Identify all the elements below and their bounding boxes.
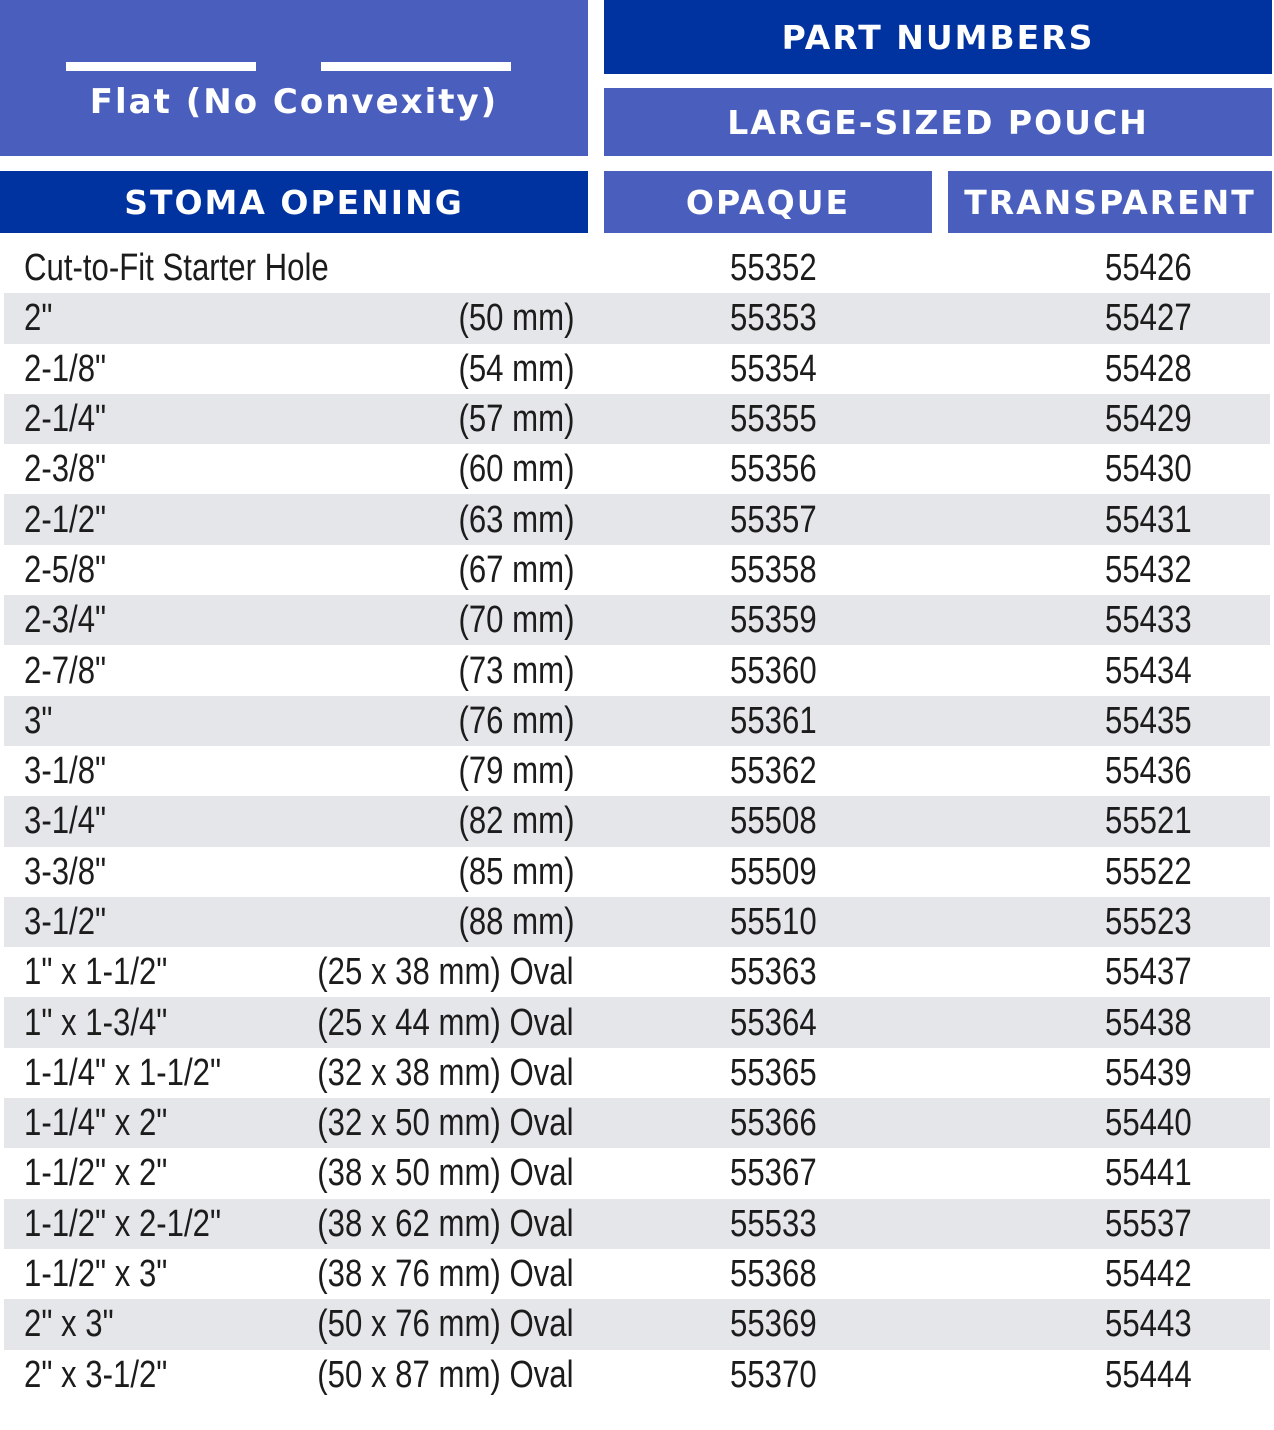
table-row: [4, 847, 1270, 897]
stoma-size-cell: 1-1/4" x 2": [24, 1102, 168, 1145]
transparent-part-number-cell: 55522: [1105, 850, 1192, 893]
stoma-opening-header: STOMA OPENING: [0, 171, 588, 233]
transparent-part-number-cell: 55443: [1105, 1303, 1192, 1346]
table-row: [4, 394, 1270, 444]
opaque-part-number-cell: 55366: [730, 1102, 817, 1145]
opaque-part-number-cell: 55362: [730, 750, 817, 793]
metric-size-cell: (50 x 76 mm) Oval: [317, 1303, 574, 1346]
transparent-part-number-cell: 55426: [1105, 247, 1192, 290]
table-row: [4, 293, 1270, 343]
metric-size-cell: (60 mm): [458, 448, 574, 491]
transparent-part-number-cell: 55444: [1105, 1353, 1192, 1396]
metric-size-cell: (67 mm): [458, 548, 574, 591]
table-row: [4, 1350, 1270, 1400]
large-pouch-header: LARGE-SIZED POUCH: [604, 88, 1272, 156]
table-row: [4, 1199, 1270, 1249]
part-number-table: [4, 243, 1270, 1400]
stoma-size-cell: 1-1/2" x 2": [24, 1152, 168, 1195]
stoma-size-cell: 2" x 3-1/2": [24, 1353, 168, 1396]
metric-size-cell: (38 x 76 mm) Oval: [317, 1253, 574, 1296]
table-row: [4, 645, 1270, 695]
metric-size-cell: (57 mm): [458, 398, 574, 441]
table-row: [4, 545, 1270, 595]
transparent-part-number-cell: 55430: [1105, 448, 1192, 491]
transparent-part-number-cell: 55439: [1105, 1051, 1192, 1094]
stoma-size-cell: 3-1/8": [24, 750, 107, 793]
opaque-part-number-cell: 55356: [730, 448, 817, 491]
transparent-part-number-cell: 55428: [1105, 347, 1192, 390]
metric-size-cell: (63 mm): [458, 498, 574, 541]
table-row: [4, 1299, 1270, 1349]
transparent-part-number-cell: 55427: [1105, 297, 1192, 340]
transparent-part-number-cell: 55442: [1105, 1253, 1192, 1296]
opaque-part-number-cell: 55358: [730, 548, 817, 591]
stoma-size-cell: 2": [24, 297, 53, 340]
opaque-part-number-cell: 55354: [730, 347, 817, 390]
transparent-part-number-cell: 55441: [1105, 1152, 1192, 1195]
transparent-part-number-cell: 55434: [1105, 649, 1192, 692]
decorative-rule-right: [321, 62, 511, 71]
table-row: [4, 494, 1270, 544]
part-numbers-header: PART NUMBERS: [604, 0, 1272, 74]
metric-size-cell: (76 mm): [458, 699, 574, 742]
stoma-size-cell: 2-1/2": [24, 498, 107, 541]
stoma-size-cell: 3-1/2": [24, 901, 107, 943]
opaque-part-number-cell: 55369: [730, 1303, 817, 1346]
transparent-part-number-cell: 55521: [1105, 800, 1192, 843]
transparent-part-number-cell: 55431: [1105, 498, 1192, 541]
table-row: [4, 1048, 1270, 1098]
metric-size-cell: (50 x 87 mm) Oval: [317, 1353, 574, 1396]
stoma-size-cell: 2-7/8": [24, 649, 107, 692]
metric-size-cell: (25 x 38 mm) Oval: [317, 951, 574, 994]
opaque-part-number-cell: 55367: [730, 1152, 817, 1195]
stoma-size-cell: Cut-to-Fit Starter Hole: [24, 247, 329, 290]
flat-label: Flat (No Convexity): [89, 82, 499, 122]
opaque-part-number-cell: 55359: [730, 599, 817, 642]
opaque-part-number-cell: 55364: [730, 1001, 817, 1044]
opaque-part-number-cell: 55533: [730, 1202, 817, 1245]
metric-size-cell: (32 x 50 mm) Oval: [317, 1102, 574, 1145]
stoma-size-cell: 2" x 3": [24, 1303, 114, 1346]
table-row: [4, 243, 1270, 293]
metric-size-cell: (38 x 62 mm) Oval: [317, 1202, 574, 1245]
opaque-part-number-cell: 55361: [730, 699, 817, 742]
stoma-size-cell: 2-3/8": [24, 448, 107, 491]
metric-size-cell: (79 mm): [458, 750, 574, 793]
metric-size-cell: (25 x 44 mm) Oval: [317, 1001, 574, 1044]
stoma-size-cell: 1" x 1-3/4": [24, 1001, 168, 1044]
opaque-part-number-cell: 55368: [730, 1253, 817, 1296]
opaque-part-number-cell: 55509: [730, 850, 817, 893]
table-row: [4, 947, 1270, 997]
transparent-part-number-cell: 55523: [1105, 901, 1192, 943]
decorative-rule-left: [66, 62, 256, 71]
stoma-size-cell: 2-1/4": [24, 398, 107, 441]
table-row: [4, 696, 1270, 746]
stoma-size-cell: 3-3/8": [24, 850, 107, 893]
opaque-part-number-cell: 55370: [730, 1353, 817, 1396]
transparent-column-header: TRANSPARENT: [948, 171, 1272, 233]
opaque-part-number-cell: 55508: [730, 800, 817, 843]
opaque-column-header: OPAQUE: [604, 171, 932, 233]
transparent-part-number-cell: 55537: [1105, 1202, 1192, 1245]
opaque-part-number-cell: 55357: [730, 498, 817, 541]
stoma-size-cell: 2-1/8": [24, 347, 107, 390]
table-row: [4, 746, 1270, 796]
stoma-size-cell: 3": [24, 699, 53, 742]
metric-size-cell: (38 x 50 mm) Oval: [317, 1152, 574, 1195]
opaque-part-number-cell: 55360: [730, 649, 817, 692]
opaque-part-number-cell: 55355: [730, 398, 817, 441]
transparent-part-number-cell: 55435: [1105, 699, 1192, 742]
transparent-part-number-cell: 55438: [1105, 1001, 1192, 1044]
transparent-part-number-cell: 55436: [1105, 750, 1192, 793]
opaque-part-number-cell: 55353: [730, 297, 817, 340]
transparent-part-number-cell: 55437: [1105, 951, 1192, 994]
metric-size-cell: (82 mm): [458, 800, 574, 843]
opaque-part-number-cell: 55352: [730, 247, 817, 290]
opaque-part-number-cell: 55365: [730, 1051, 817, 1094]
metric-size-cell: (85 mm): [458, 850, 574, 893]
table-row: [4, 796, 1270, 846]
metric-size-cell: (88 mm): [458, 901, 574, 943]
stoma-size-cell: 1" x 1-1/2": [24, 951, 168, 994]
table-row: [4, 1249, 1270, 1299]
transparent-part-number-cell: 55429: [1105, 398, 1192, 441]
metric-size-cell: (54 mm): [458, 347, 574, 390]
table-row: [4, 1148, 1270, 1198]
metric-size-cell: (50 mm): [458, 297, 574, 340]
stoma-size-cell: 1-1/4" x 1-1/2": [24, 1051, 222, 1094]
transparent-part-number-cell: 55440: [1105, 1102, 1192, 1145]
metric-size-cell: (32 x 38 mm) Oval: [317, 1051, 574, 1094]
transparent-part-number-cell: 55433: [1105, 599, 1192, 642]
opaque-part-number-cell: 55510: [730, 901, 817, 943]
stoma-size-cell: 1-1/2" x 2-1/2": [24, 1202, 222, 1245]
transparent-part-number-cell: 55432: [1105, 548, 1192, 591]
table-row: [4, 595, 1270, 645]
table-row: [4, 997, 1270, 1047]
table-row: [4, 344, 1270, 394]
metric-size-cell: (70 mm): [458, 599, 574, 642]
flat-convexity-header: [0, 0, 588, 156]
metric-size-cell: (73 mm): [458, 649, 574, 692]
opaque-part-number-cell: 55363: [730, 951, 817, 994]
stoma-size-cell: 2-5/8": [24, 548, 107, 591]
table-row: [4, 444, 1270, 494]
stoma-size-cell: 1-1/2" x 3": [24, 1253, 168, 1296]
table-row: [4, 897, 1270, 947]
stoma-size-cell: 2-3/4": [24, 599, 107, 642]
stoma-size-cell: 3-1/4": [24, 800, 107, 843]
table-row: [4, 1098, 1270, 1148]
